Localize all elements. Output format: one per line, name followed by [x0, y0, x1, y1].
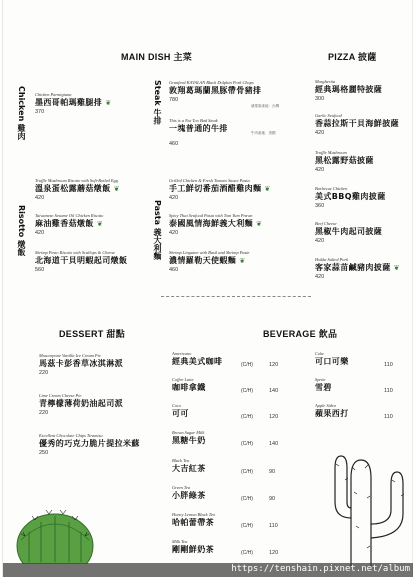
item-price: 370 [35, 109, 45, 115]
item-zh: 泰國風情海鮮義大利麵 ❦ [169, 219, 263, 228]
item-price: 90 [269, 496, 276, 502]
item-price: 110 [384, 362, 393, 368]
item-zh: 經典美式咖啡 [172, 357, 223, 366]
item-zh: 優秀的巧克力脆片提拉米蘇 [39, 439, 140, 448]
menu-item [172, 403, 189, 419]
item-price: 420 [35, 195, 45, 201]
item-en: Grilled Chicken & Fresh Tomato Sauce Pasta [169, 178, 250, 183]
menu-item [35, 92, 111, 116]
menu-item [315, 351, 349, 367]
size-label: (C/H) [241, 414, 253, 420]
menu-item [315, 257, 400, 281]
item-zh: 墨西哥帕瑪雞腿排 ❦ [35, 98, 112, 107]
item-price: 420 [315, 238, 325, 244]
item-en: Truffle Mushroom [315, 150, 347, 155]
item-price: 110 [384, 388, 393, 394]
leaf-icon: ❦ [239, 257, 246, 265]
item-en: This is a Not Too Bad Steak [169, 118, 218, 123]
size-label: (C/H) [241, 469, 253, 475]
menu-item [172, 512, 215, 528]
beverage-title: BEVERAGE 飲品 [263, 329, 338, 339]
menu-item [315, 79, 382, 103]
size-label: (C/H) [241, 441, 253, 447]
main-dish-title: MAIN DISH 主菜 [121, 52, 193, 62]
item-zh: 小胖綠茶 [172, 491, 206, 500]
menu-item [169, 118, 228, 134]
menu-item [35, 250, 127, 274]
item-zh: 雪碧 [315, 383, 332, 392]
menu-item [172, 485, 206, 501]
item-price: 420 [35, 230, 45, 236]
item-en: Granfeed KAVALAN Black Dolphin Pork Chops [169, 80, 254, 85]
item-price: 420 [315, 167, 325, 173]
item-price: 120 [269, 414, 279, 420]
size-label: (C/H) [241, 362, 253, 368]
menu-item [315, 186, 386, 210]
item-en: Shrimp Linguine with Basil and Shrimp Paste [169, 250, 250, 255]
item-en: Margherita [315, 79, 336, 84]
item-price: 120 [269, 362, 279, 368]
item-en: Taiwanese Sesame Oil Chicken Risotto [35, 213, 104, 218]
item-price: 420 [315, 274, 325, 280]
item-en: Beef Cheese [315, 221, 337, 226]
item-en: Sprite [315, 377, 326, 382]
item-zh: 大吉紅茶 [172, 464, 206, 473]
item-price: 250 [39, 450, 49, 456]
item-zh: 手工鮮切番茄酒醋雞肉麵 ❦ [169, 184, 271, 193]
item-en: Brown Sugar Milk [172, 430, 205, 435]
item-price: 460 [169, 267, 179, 273]
item-en: Garlic Seafood [315, 113, 342, 118]
item-price: 90 [269, 469, 276, 475]
item-price: 220 [39, 410, 49, 416]
item-zh: 香蒜拉斯干貝海鮮披薩 [315, 119, 399, 128]
item-zh: 黑椒牛肉起司披薩 [315, 227, 383, 236]
item-en: Truffle Mushroom Risotto with Soft-Boiled Egg [35, 178, 118, 183]
item-price: 420 [169, 230, 179, 236]
item-price: 420 [169, 195, 179, 201]
size-label: (C/H) [241, 550, 253, 556]
item-zh: 黑松露野菇披薩 [315, 156, 374, 165]
item-price: 140 [269, 388, 279, 394]
item-zh: 敦翔葛瑪蘭黑豚帶骨豬排 [169, 86, 262, 95]
leaf-icon: ❦ [256, 220, 263, 228]
item-zh: 可可 [172, 409, 189, 418]
item-price: 120 [269, 550, 279, 556]
pizza-title: PIZZA 披薩 [328, 52, 377, 62]
menu-item [172, 458, 206, 474]
origin-note: 豬排原產地：台灣 [251, 104, 279, 108]
item-zh: 哈帕蕾帶茶 [172, 518, 214, 527]
menu-item [39, 353, 123, 377]
size-label: (C/H) [241, 388, 253, 394]
item-zh: 可口可樂 [315, 357, 349, 366]
item-price: 110 [269, 523, 278, 529]
watermark-bar [3, 563, 413, 577]
item-en: Coke [315, 351, 325, 356]
item-en: Hokka Salted Pork [315, 257, 349, 262]
menu-item [39, 393, 123, 417]
menu-item [39, 433, 140, 457]
menu-item [172, 539, 214, 555]
item-price: 560 [35, 267, 45, 273]
leaf-icon: ❦ [96, 220, 104, 228]
cactus-sketch [321, 438, 409, 566]
item-zh: 咖啡拿鐵 [172, 383, 206, 392]
item-price: 420 [315, 130, 325, 136]
pasta-section-title: Pasta 義大利麵 [153, 200, 162, 260]
item-en: Barbecue Chicken [315, 186, 348, 191]
section-divider [161, 296, 311, 297]
item-price: 780 [169, 97, 179, 103]
item-zh: 蘋果西打 [315, 409, 349, 418]
menu-item [315, 403, 349, 419]
steak-section-title: Steak 牛排 [153, 80, 162, 125]
menu-item [169, 178, 271, 202]
origin-note: 牛肉產地：美國 [251, 131, 276, 135]
leaf-icon: ❦ [264, 185, 271, 193]
item-price: 460 [169, 141, 179, 147]
menu-item [315, 377, 332, 393]
item-price: 110 [384, 414, 393, 420]
menu-item [35, 213, 103, 237]
item-zh: 濃情羅勒天使蝦麵 ❦ [169, 256, 246, 265]
item-price: 140 [269, 441, 279, 447]
item-en: Spicy Thai Seafood Pasta with Tom Yum Prawn [169, 213, 253, 218]
item-en: Milk Tea [172, 539, 188, 544]
item-zh: 黑糖牛奶 [172, 436, 206, 445]
item-zh: 美式BBQ雞肉披薩 [315, 192, 386, 201]
item-zh: 客家蒜苗鹹豬肉披薩 ❦ [315, 263, 400, 272]
item-en: Americano [172, 351, 192, 356]
item-en: Apple Sidra [315, 403, 336, 408]
item-price: 300 [315, 96, 325, 102]
item-en: Coffee Latte [172, 377, 194, 382]
menu-page [2, 0, 413, 577]
menu-item [169, 213, 262, 237]
cactus-illustration [11, 488, 99, 564]
leaf-icon: ❦ [105, 99, 112, 107]
item-price: 220 [39, 370, 49, 376]
menu-item [172, 351, 222, 367]
chicken-section-title: Chicken 雞肉 [17, 86, 26, 141]
menu-item [169, 80, 261, 104]
item-zh: 經典瑪格麗特披薩 [315, 85, 383, 94]
item-zh: 一塊普通的牛排 [169, 124, 228, 133]
risotto-section-title: Risotto 燉飯 [17, 205, 26, 257]
item-en: Mascarpone Vanilla Ice Cream Pie [39, 353, 101, 358]
leaf-icon: ❦ [113, 185, 120, 193]
dessert-title: DESSERT 甜點 [59, 329, 126, 339]
item-en: Excellent Chocolate Chips Tiramisu [39, 433, 103, 438]
item-en: Honey Lemon Black Tea [172, 512, 215, 517]
menu-item [172, 430, 206, 446]
size-label: (C/H) [241, 496, 253, 502]
item-zh: 北海道干貝明蝦起司燉飯 [35, 256, 128, 265]
item-en: Black Tea [172, 458, 190, 463]
menu-item [315, 113, 399, 137]
watermark-text: https://tenshain.pixnet.net/album [231, 564, 410, 574]
leaf-icon: ❦ [393, 264, 400, 272]
item-en: Green Tea [172, 485, 191, 490]
item-price: 360 [315, 203, 325, 209]
item-zh: 馬茲卡彭香草冰淇淋派 [39, 359, 123, 368]
menu-item [172, 377, 206, 393]
item-zh: 溫泉蛋松露蘑菇燉飯 ❦ [35, 184, 120, 193]
size-label: (C/H) [241, 523, 253, 529]
item-en: Lime Cream Cheese Pie [39, 393, 82, 398]
item-en: Shrimp Pesto Risotto with Scallops & Cheese [35, 250, 116, 255]
item-en: Coco [172, 403, 182, 408]
item-en: Chicken Parmigiana [35, 92, 72, 97]
item-zh: 麻油雞香菇燉飯 ❦ [35, 219, 104, 228]
menu-item [315, 221, 382, 245]
item-zh: 青檸檬薄荷奶油起司派 [39, 399, 123, 408]
item-zh: 剛剛鮮奶茶 [172, 545, 214, 554]
menu-item [169, 250, 250, 274]
menu-item [315, 150, 374, 174]
menu-item [35, 178, 120, 202]
